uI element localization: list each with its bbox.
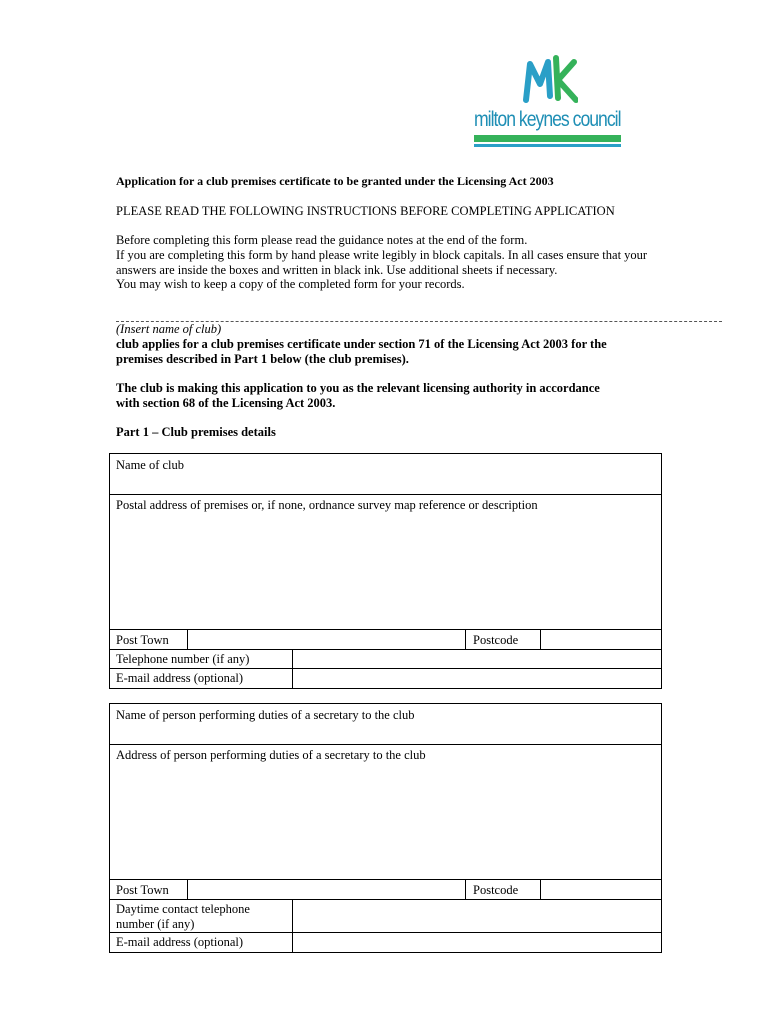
part1-heading: Part 1 – Club premises details	[116, 425, 276, 439]
secretary-telephone-field[interactable]	[293, 900, 661, 931]
logo-blue-bar	[474, 144, 621, 147]
secretary-postcode-label: Postcode	[473, 883, 519, 897]
premises-address-field[interactable]	[110, 515, 661, 628]
email-label: E-mail address (optional)	[116, 671, 244, 685]
insert-name-label: (Insert name of club)	[116, 322, 222, 336]
authority-line-2: with section 68 of the Licensing Act 2003.	[116, 396, 336, 410]
club-name-field[interactable]	[110, 474, 661, 493]
authority-line-1: The club is making this application to you as the relevant licensing authority in accordance	[116, 381, 600, 395]
telephone-field[interactable]	[293, 650, 661, 667]
telephone-label: Telephone number (if any)	[116, 652, 250, 666]
secretary-postcode-field[interactable]	[541, 880, 661, 898]
post-town-field[interactable]	[188, 630, 464, 648]
instructions-heading: PLEASE READ THE FOLLOWING INSTRUCTIONS BEFORE COMPLETING APPLICATION	[116, 204, 615, 218]
council-logo	[472, 54, 624, 152]
divider	[465, 629, 466, 649]
instruction-line-2: If you are completing this form by hand please write legibly in block capitals. In all cases ensure that your	[116, 248, 648, 262]
divider	[465, 879, 466, 899]
instruction-line-4: You may wish to keep a copy of the completed form for your records.	[116, 277, 465, 291]
secretary-post-town-label: Post Town	[116, 883, 169, 897]
instruction-line-3: answers are inside the boxes and written in black ink. Use additional sheets if necessary.	[116, 263, 558, 277]
secretary-email-field[interactable]	[293, 933, 661, 952]
premises-address-label: Postal address of premises or, if none, ordnance survey map reference or description	[116, 498, 538, 512]
secretary-email-label: E-mail address (optional)	[116, 935, 244, 949]
secretary-address-field[interactable]	[110, 765, 661, 878]
email-field[interactable]	[293, 669, 661, 688]
secretary-post-town-field[interactable]	[188, 880, 464, 898]
applies-line-2: premises described in Part 1 below (the club premises).	[116, 352, 409, 366]
logo-wordmark: milton keynes council	[474, 108, 621, 131]
divider	[109, 744, 662, 745]
logo-green-bar	[474, 135, 621, 142]
form-title: Application for a club premises certificate to be granted under the Licensing Act 2003	[116, 174, 554, 188]
postcode-field[interactable]	[541, 630, 661, 648]
club-name-label: Name of club	[116, 458, 185, 472]
secretary-telephone-label-line-1: Daytime contact telephone	[116, 902, 250, 916]
instruction-line-1: Before completing this form please read the guidance notes at the end of the form.	[116, 233, 528, 247]
applies-line-1: club applies for a club premises certificate under section 71 of the Licensing Act 2003 for the	[116, 337, 607, 351]
secretary-name-label: Name of person performing duties of a secretary to the club	[116, 708, 415, 722]
postcode-label: Postcode	[473, 633, 519, 647]
secretary-address-label: Address of person performing duties of a secretary to the club	[116, 748, 426, 762]
post-town-label: Post Town	[116, 633, 169, 647]
secretary-name-field[interactable]	[110, 724, 661, 743]
mk-logo-icon	[520, 54, 578, 104]
secretary-telephone-label-line-2: number (if any)	[116, 917, 195, 931]
divider	[109, 494, 662, 495]
